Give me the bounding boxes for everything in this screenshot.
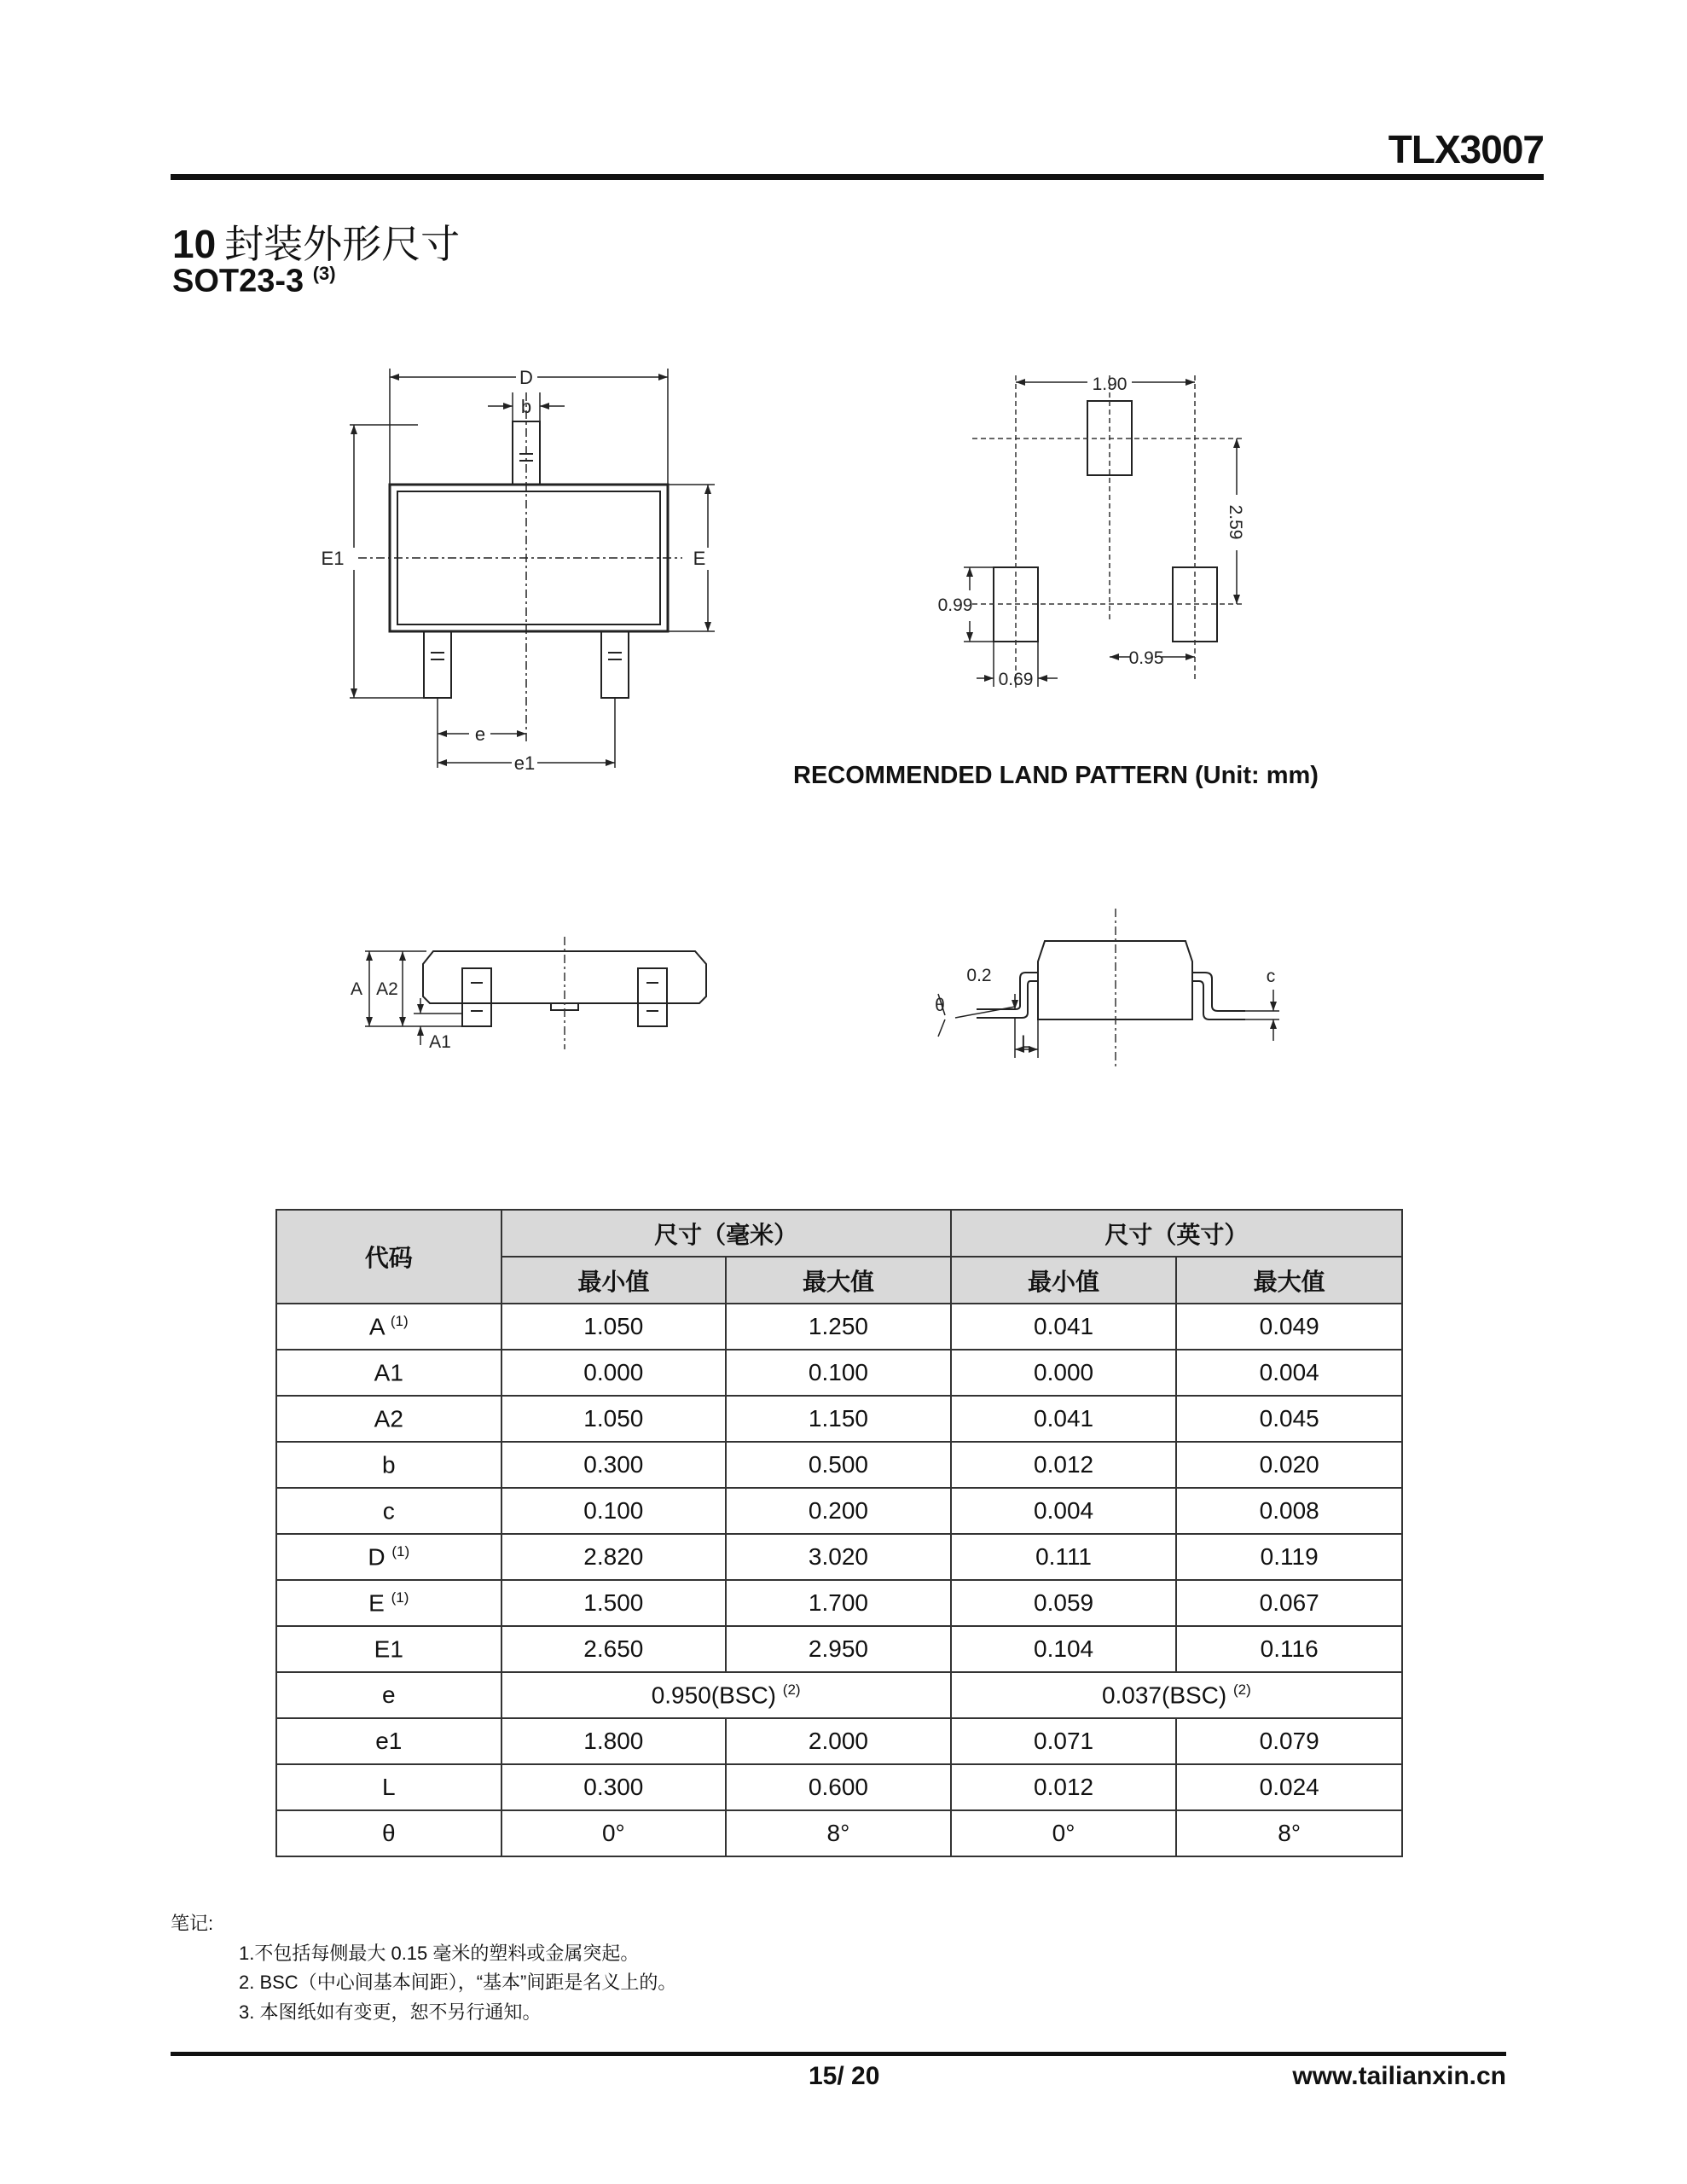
label-D: D	[519, 367, 533, 388]
label-theta: θ	[935, 996, 945, 1015]
header-in-min: 最小值	[951, 1257, 1177, 1304]
note-3: 3. 本图纸如有变更，恕不另行通知。	[239, 2001, 542, 2023]
cell-in-min: 0.071	[951, 1718, 1177, 1764]
cell-mm-min: 0.300	[501, 1442, 727, 1488]
cell-mm-bsc: 0.950(BSC) $^{(2)}$	[501, 1672, 951, 1718]
cell-code: e1	[276, 1718, 501, 1764]
cell-in-max: 0.024	[1176, 1764, 1402, 1810]
label-A: A	[350, 979, 363, 999]
side-view-drawing	[341, 930, 733, 1075]
table-row	[276, 1304, 1402, 1350]
cell-mm-max: 0.100	[726, 1350, 951, 1396]
cell-code: E $^{(1)}$	[276, 1580, 501, 1626]
table-row	[276, 1810, 1402, 1856]
cell-mm-min: 0°	[501, 1810, 727, 1856]
cell-in-bsc: 0.037(BSC) $^{(2)}$	[951, 1672, 1402, 1718]
cell-in-max: 0.049	[1176, 1304, 1402, 1350]
page-number: 15/ 20	[809, 2062, 880, 2090]
cell-mm-min: 1.050	[501, 1396, 727, 1442]
package-name	[172, 263, 336, 300]
table-row	[276, 1764, 1402, 1810]
label-0-69: 0.69	[998, 670, 1034, 689]
end-view-drawing	[930, 900, 1288, 1083]
cell-mm-max: 0.500	[726, 1442, 951, 1488]
section-number: 10	[172, 222, 217, 266]
cell-in-min: 0.059	[951, 1580, 1177, 1626]
cell-in-min: 0°	[951, 1810, 1177, 1856]
table-header-row	[276, 1210, 1402, 1257]
cell-in-max: 0.008	[1176, 1488, 1402, 1534]
label-b: b	[520, 396, 532, 417]
package-label: SOT23-3	[172, 263, 304, 299]
cell-in-max: 0.020	[1176, 1442, 1402, 1488]
cell-code: A $^{(1)}$	[276, 1304, 501, 1350]
cell-in-min: 0.111	[951, 1534, 1177, 1580]
land-pattern-title: RECOMMENDED LAND PATTERN (Unit: mm)	[793, 762, 1319, 789]
footer-rule	[171, 2052, 1506, 2056]
cell-in-max: 0.067	[1176, 1580, 1402, 1626]
cell-in-min: 0.012	[951, 1442, 1177, 1488]
cell-mm-max: 1.250	[726, 1304, 951, 1350]
header-inch: 尺寸（英寸）	[951, 1210, 1402, 1257]
header-mm-min: 最小值	[501, 1257, 727, 1304]
notes-heading: 笔记:	[171, 1913, 214, 1934]
label-1-90: 1.90	[1092, 375, 1128, 394]
table-row	[276, 1534, 1402, 1580]
table-row	[276, 1580, 1402, 1626]
cell-code: D $^{(1)}$	[276, 1534, 501, 1580]
cell-mm-max: 2.000	[726, 1718, 951, 1764]
cell-mm-min: 0.100	[501, 1488, 727, 1534]
table-row	[276, 1488, 1402, 1534]
cell-mm-max: 1.150	[726, 1396, 951, 1442]
header-in-max: 最大值	[1176, 1257, 1402, 1304]
cell-in-max: 0.045	[1176, 1396, 1402, 1442]
header-code: 代码	[276, 1210, 501, 1304]
top-view-drawing	[307, 358, 751, 785]
cell-code: e	[276, 1672, 501, 1718]
table-row	[276, 1350, 1402, 1396]
cell-in-min: 0.104	[951, 1626, 1177, 1672]
label-0-99: 0.99	[938, 595, 973, 615]
header-mm-max: 最大值	[726, 1257, 951, 1304]
label-E1: E1	[321, 548, 345, 569]
table-row	[276, 1396, 1402, 1442]
table-row	[276, 1672, 1402, 1718]
cell-in-max: 0.004	[1176, 1350, 1402, 1396]
cell-mm-max: 3.020	[726, 1534, 951, 1580]
cell-mm-min: 2.820	[501, 1534, 727, 1580]
section-title-text: 封装外形尺寸	[224, 222, 461, 266]
cell-in-min: 0.041	[951, 1396, 1177, 1442]
cell-in-max: 0.116	[1176, 1626, 1402, 1672]
website-link[interactable]: www.tailianxin.cn	[1292, 2062, 1506, 2090]
cell-in-min: 0.004	[951, 1488, 1177, 1534]
cell-mm-max: 0.200	[726, 1488, 951, 1534]
table-row	[276, 1442, 1402, 1488]
label-0-2: 0.2	[966, 966, 992, 985]
label-e: e	[474, 723, 486, 745]
cell-code: c	[276, 1488, 501, 1534]
table-row	[276, 1718, 1402, 1764]
land-pattern-drawing	[938, 367, 1254, 708]
cell-mm-max: 8°	[726, 1810, 951, 1856]
cell-in-max: 8°	[1176, 1810, 1402, 1856]
note-2: 2. BSC（中心间基本间距），“基本”间距是名义上的。	[239, 1972, 677, 1993]
cell-mm-min: 1.050	[501, 1304, 727, 1350]
cell-in-max: 0.079	[1176, 1718, 1402, 1764]
cell-code: E1	[276, 1626, 501, 1672]
label-L: L	[1021, 1032, 1031, 1052]
cell-mm-min: 0.000	[501, 1350, 727, 1396]
label-e1: e1	[513, 752, 536, 774]
cell-mm-max: 2.950	[726, 1626, 951, 1672]
header-rule	[171, 174, 1544, 180]
cell-code: L	[276, 1764, 501, 1810]
label-2-59: 2.59	[1226, 504, 1245, 540]
part-number: TLX3007	[1388, 127, 1544, 171]
cell-in-min: 0.012	[951, 1764, 1177, 1810]
section-title	[172, 213, 460, 270]
cell-mm-max: 1.700	[726, 1580, 951, 1626]
label-0-95: 0.95	[1128, 648, 1164, 668]
cell-code: A1	[276, 1350, 501, 1396]
dimension-table	[275, 1209, 1403, 1857]
table-row	[276, 1626, 1402, 1672]
label-E: E	[693, 548, 706, 569]
cell-code: b	[276, 1442, 501, 1488]
cell-in-max: 0.119	[1176, 1534, 1402, 1580]
label-A1: A1	[429, 1032, 451, 1052]
note-1: 1.不包括每侧最大 0.15 毫米的塑料或金属突起。	[239, 1943, 640, 1964]
cell-mm-min: 1.800	[501, 1718, 727, 1764]
cell-mm-max: 0.600	[726, 1764, 951, 1810]
cell-mm-min: 0.300	[501, 1764, 727, 1810]
cell-in-min: 0.041	[951, 1304, 1177, 1350]
cell-code: θ	[276, 1810, 501, 1856]
cell-mm-min: 2.650	[501, 1626, 727, 1672]
cell-code: A2	[276, 1396, 501, 1442]
header-mm: 尺寸（毫米）	[501, 1210, 951, 1257]
cell-in-min: 0.000	[951, 1350, 1177, 1396]
label-A2: A2	[376, 979, 398, 999]
package-note-ref: (3)	[312, 263, 336, 284]
label-c: c	[1266, 967, 1276, 986]
cell-mm-min: 1.500	[501, 1580, 727, 1626]
